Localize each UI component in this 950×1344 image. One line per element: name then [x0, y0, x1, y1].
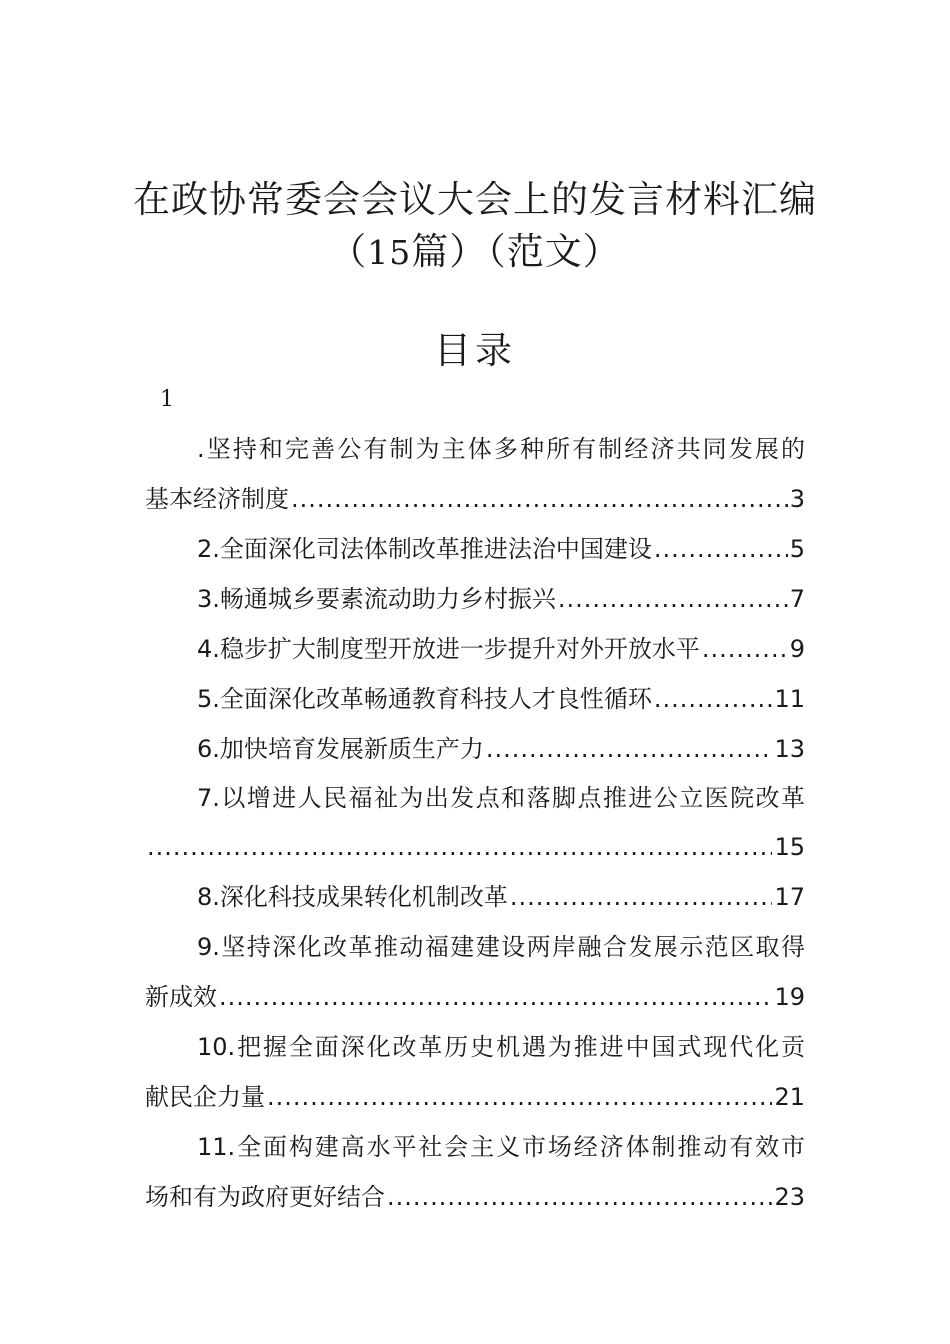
page-number: 21 [774, 1083, 805, 1111]
toc-entry-1-line2: 基本经济制度 ..... 3 [145, 482, 805, 516]
page-number: 5 [789, 535, 805, 563]
stray-number: 1 [160, 387, 174, 412]
toc-entry-10-line1: 10.把握全面深化改革历史机遇为推进中国式现代化贡 [197, 1033, 805, 1061]
leader-dots [147, 830, 772, 864]
leader-dots [387, 1180, 772, 1214]
toc-entry-11-line1: 11.全面构建高水平社会主义市场经济体制推动有效市 [197, 1133, 805, 1161]
leader-dots [654, 532, 788, 566]
toc-entry-7-line1: 7.以增进人民福祉为出发点和落脚点推进公立医院改革 [197, 784, 805, 812]
toc-entry-3: 3.畅通城乡要素流动助力乡村振兴 ..... 7 [145, 582, 805, 616]
toc-entry-7-line2 [145, 830, 805, 864]
toc-heading: 目录 [434, 329, 516, 372]
page-number: 3 [789, 485, 805, 513]
title-paren-open: （ [329, 230, 368, 273]
page-number: 15 [774, 833, 805, 861]
leader-dots [486, 732, 773, 766]
toc-entry-8: 8.深化科技成果转化机制改革 ..... 17 [145, 880, 805, 914]
title-suffix: 篇）（范文） [411, 230, 621, 273]
leader-dots [558, 582, 788, 616]
toc-entry-2: 2.全面深化司法体制改革推进法治中国建设 ..... 5 [145, 532, 805, 566]
page-number: 19 [774, 983, 805, 1011]
leader-dots [510, 880, 773, 914]
document-title-line2 [0, 230, 950, 275]
toc-entry-5: 5.全面深化改革畅通教育科技人才良性循环 ..... 11 [145, 682, 805, 716]
leader-dots [267, 1080, 772, 1114]
leader-dots [654, 682, 773, 716]
title-count: 15 [367, 233, 412, 272]
toc-entry-9-line1: 9.坚持深化改革推动福建建设两岸融合发展示范区取得 [197, 933, 805, 961]
page-number: 17 [774, 883, 805, 911]
page-number: 23 [774, 1183, 805, 1211]
page-number: 11 [774, 685, 805, 713]
toc-entry-10-line2: 献民企力量 ..... 21 [145, 1080, 805, 1114]
document-title-line1: 在政协常委会会议大会上的发言材料汇编 [133, 178, 817, 221]
page-number: 13 [774, 735, 805, 763]
toc-entry-4: 4.稳步扩大制度型开放进一步提升对外开放水平 ..... 9 [145, 632, 805, 666]
page-number: 7 [789, 585, 805, 613]
toc-entry-6: 6.加快培育发展新质生产力 ..... 13 [145, 732, 805, 766]
toc-entry-9-line2: 新成效 ..... 19 [145, 980, 805, 1014]
toc-entry-11-line2: 场和有为政府更好结合 ..... 23 [145, 1180, 805, 1214]
page-number: 9 [789, 635, 805, 663]
toc-entry-1-line1: .坚持和完善公有制为主体多种所有制经济共同发展的 [197, 435, 805, 463]
leader-dots [219, 980, 772, 1014]
leader-dots [702, 632, 788, 666]
leader-dots [291, 482, 788, 516]
